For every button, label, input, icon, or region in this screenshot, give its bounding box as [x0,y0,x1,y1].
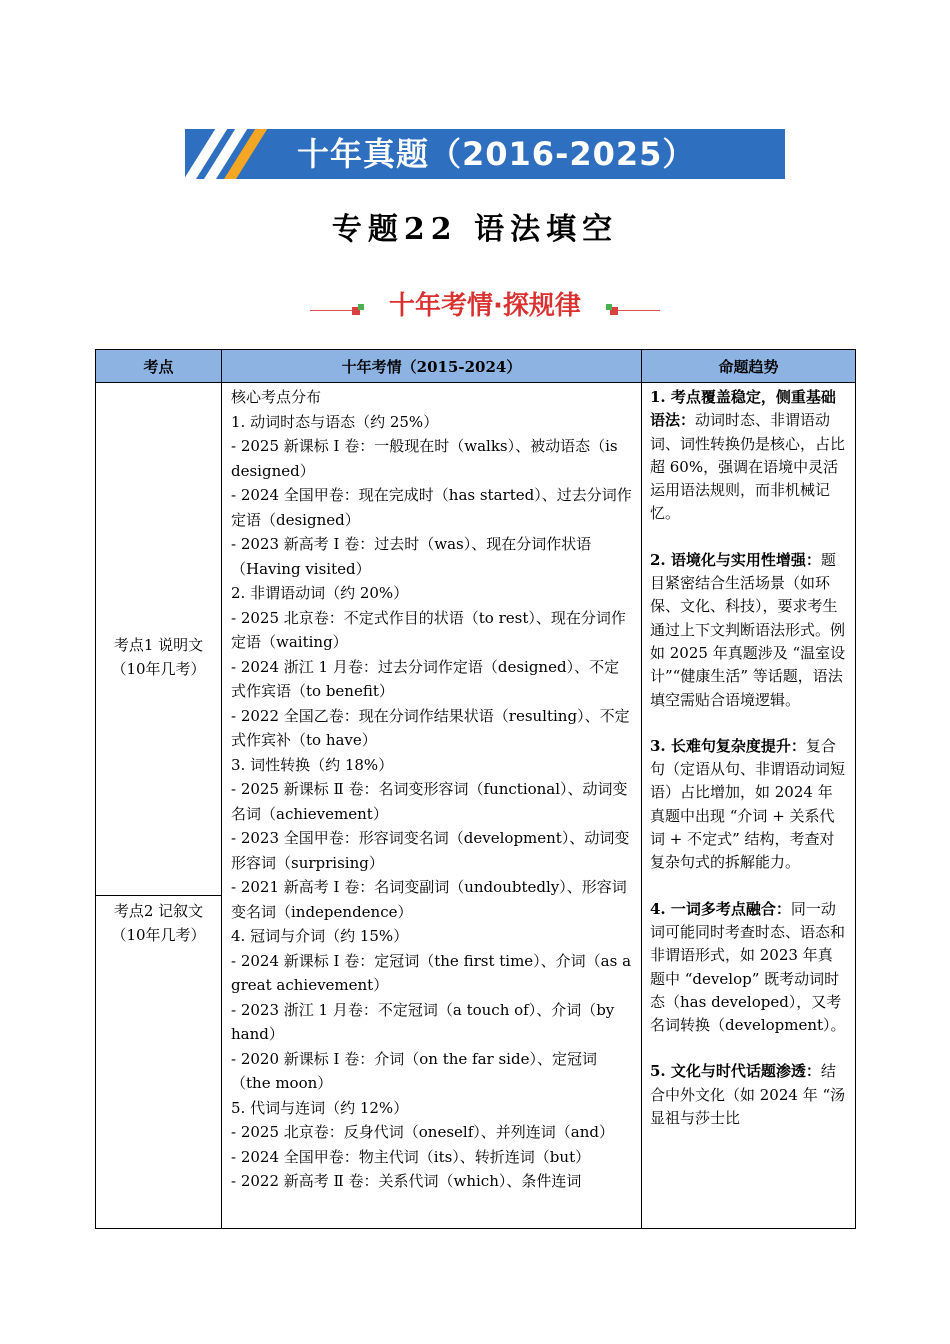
list-item: - 2024 浙江 1 月卷：过去分词作定语（designed）、不定式作宾语（to benefit） [231,657,620,700]
kaodian-1 [96,633,221,681]
list-item: - 2023 新高考 Ⅰ 卷：过去时（was）、现在分词作状语（Having visited） [231,535,592,578]
list-item: - 2023 全国甲卷：形容词变名词（development）、动词变形容词（surprising） [231,829,630,872]
list-item: - 2022 全国乙卷：现在分词作结果状语（resulting）、不定式作宾补（to have） [231,706,630,749]
kaodian-divider [96,895,221,896]
kaodian-cell [96,383,222,1229]
list-item: 5. 代词与连词（约 12%） [231,1098,409,1117]
list-item: - 2025 北京卷：不定式作目的状语（to rest）、现在分词作定语（waiting） [231,608,626,651]
banner-text: 十年真题（2016-2025） [297,135,696,173]
trend-item [650,1060,847,1130]
subtitle-text: 十年考情·探规律 [389,291,581,321]
section-subtitle [310,283,660,323]
ten-year-cell [222,383,642,1229]
list-item: - 2024 全国甲卷：现在完成时（has started）、过去分词作定语（designed） [231,486,632,529]
header-kaodian: 考点 [96,350,222,383]
page-title: 专题22 语法填空 [331,212,619,247]
list-item: 2. 非谓语动词（约 20%） [231,584,409,602]
list-item: - 2023 浙江 1 月卷：不定冠词（a touch of）、介词（by hand） [231,1000,615,1043]
kaodian-2-count: （10年几考） [111,926,206,944]
trend-item [650,898,847,1038]
trend-body: 同一动词可能同时考查时态、语态和非谓语形式，如 2023 年真题中 “develop” 既考动词时态（has developed），又考名词转换（development）。 [650,899,846,1035]
table-row [96,383,856,1229]
trend-heading: 3. 长难句复杂度提升： [650,736,806,755]
trend-body: 复合句（定语从句、非谓语动词短语）占比增加，如 2024 年真题中出现 “介词 + 关系代词 + 不定式” 结构，考查对复杂句式的拆解能力。 [650,736,846,872]
trend-body: 题目紧密结合生活场景（如环保、文化、科技），要求考生通过上下文判断语法形式。例如 2025 年真题涉及 “温室设计”“健康生活” 等话题，语法填空需贴合语境逻辑。 [650,550,846,709]
list-item: 1. 动词时态与语态（约 25%） [231,412,439,431]
section-banner [185,129,785,179]
list-item: - 2025 新课标 Ⅱ 卷：名词变形容词（functional）、动词变名词（achievement） [231,780,628,823]
trend-item [650,735,847,875]
exam-analysis-table [95,349,856,1229]
trend-heading: 1. 考点覆盖稳定，侧重基础语法： [650,388,836,430]
list-item: - 2021 新高考 Ⅰ 卷：名词变副词（undoubtedly）、形容词变名词（independence） [231,878,627,921]
list-item: - 2025 新课标 Ⅰ 卷：一般现在时（walks）、被动语态（is designed） [231,437,618,480]
list-item: 4. 冠词与介词（约 15%） [231,927,409,945]
kaodian-1-name: 考点1 说明文 [113,636,204,654]
list-item: - 2020 新课标 Ⅰ 卷：介词（on the far side）、定冠词（the moon） [231,1049,597,1092]
trend-body: 动词时态、非谓语动词、词性转换仍是核心，占比超 60%，强调在语境中灵活运用语法规则，而非机械记忆。 [650,411,846,523]
kaodian-2-name: 考点2 记叙文 [113,902,204,920]
list-item: 核心考点分布 [231,388,322,406]
trend-item [650,549,847,712]
trend-item [650,386,847,526]
list-item: - 2025 北京卷：反身代词（oneself）、并列连词（and） [231,1123,614,1141]
trend-heading: 4. 一词多考点融合： [650,899,791,918]
list-item: - 2024 全国甲卷：物主代词（its）、转折连词（but） [231,1147,591,1166]
trend-heading: 5. 文化与时代话题渗透： [650,1062,821,1081]
header-ten-year: 十年考情（2015-2024） [222,350,642,383]
kaodian-1-count: （10年几考） [111,660,206,678]
trend-cell [642,383,856,1229]
header-trend: 命题趋势 [642,350,856,383]
list-item: - 2024 新课标 Ⅰ 卷：定冠词（the first time）、介词（as a great achievement） [231,951,632,994]
table-header-row [96,350,856,383]
trend-heading: 2. 语境化与实用性增强： [650,550,821,569]
list-item: - 2022 新高考 Ⅱ 卷：关系代词（which）、条件连词 [231,1172,582,1190]
list-item: 3. 词性转换（约 18%） [231,755,394,774]
kaodian-2 [96,899,221,947]
trend-body: 结合中外文化（如 2024 年 “汤显祖与莎士比 [650,1062,846,1128]
